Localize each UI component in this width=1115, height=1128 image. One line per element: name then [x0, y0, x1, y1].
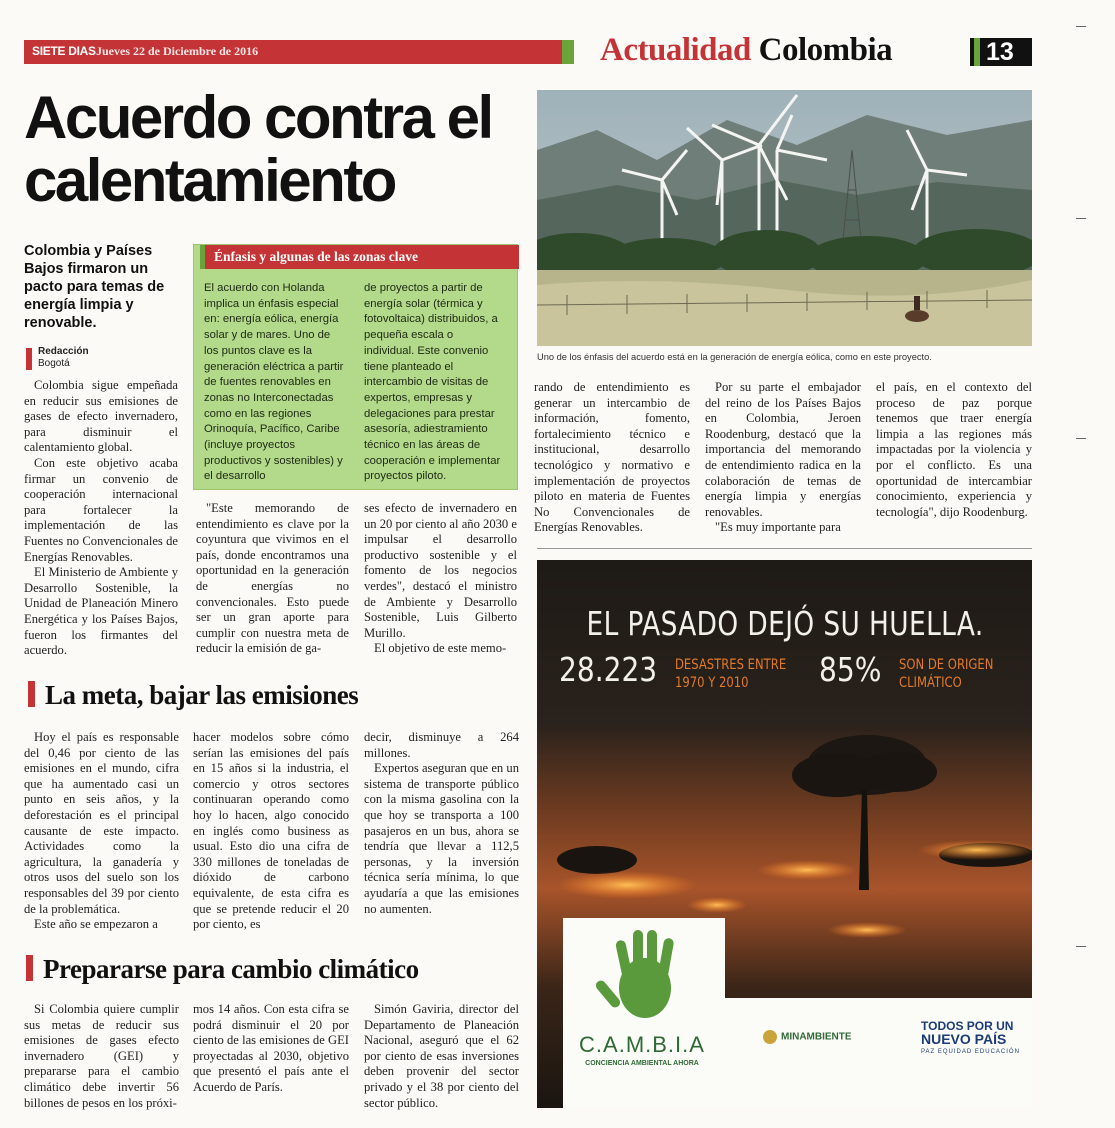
paragraph: El objetivo de este memo-: [374, 641, 507, 656]
ministry-seal-icon: [763, 1030, 777, 1044]
section-heading-text: Prepararse para cambio climático: [43, 954, 419, 984]
header-accent: [562, 40, 574, 64]
scan-tick: [1076, 26, 1086, 27]
meta-column-1: [24, 730, 179, 933]
scan-tick: [1076, 438, 1086, 439]
government-logo: [921, 1020, 1031, 1059]
cambia-advertisement: [537, 560, 1032, 1108]
paragraph: Si Colombia quiere cumplir sus metas de reducir sus emisiones de gases efecto invernadero (GEI) y prepararse para el cambio climático debe invertir 56 billones de pesos en los próxi-: [24, 1002, 179, 1110]
heading-accent: [28, 681, 35, 707]
handprint-icon: [563, 918, 725, 1028]
page-number-accent: [974, 38, 980, 66]
sidebar-text-right: de proyectos a partir de energía solar (térmica y fotovoltaica) distribuidos, a pequeña escala o individual. Este convenio tiene planteado el intercambio de visitas de expertos, empresas y delegaciones para prestar asesoría, adiestramiento técnico en las áreas de cooperación e implementar proyectos piloto.: [364, 282, 501, 483]
sidebar-title-bar: [200, 245, 519, 269]
sidebar-title-accent: [200, 245, 205, 269]
meta-column-2: [193, 730, 349, 933]
paragraph: Expertos aseguran que en un sistema de transporte público con la misma gasolina con la que hoy se transporta a 100 pasajeros en un bus, ahora se tendría que llevar a 112,5 personas, y la inversión técnica sería mínima, lo que ayudaría a que las emisiones no aumenten.: [364, 761, 519, 916]
byline-place: Bogotá: [38, 358, 70, 369]
paragraph: mos 14 años. Con esta cifra se podrá disminuir el 20 por ciento de las emisiones de GEI proyectadas al 2030, objetivo que presentó el país ante el Acuerdo de París.: [193, 1002, 349, 1094]
ad-headline: EL PASADO DEJÓ SU HUELLA.: [586, 604, 984, 643]
prep-column-1: [24, 1002, 179, 1111]
paragraph: el país, en el contexto del proceso de paz porque tenemos que traer energía limpia a las regiones más impactadas por la violencia y por el conflicto. Es una oportunidad de intercambiar conocimiento, experiencia y tecnología", dijo Roodenburg.: [876, 380, 1032, 519]
ad-stat-disasters-value: 28.223: [559, 650, 658, 689]
prep-column-2: [193, 1002, 349, 1096]
separator-line: [537, 548, 1032, 549]
prep-column-3: [364, 1002, 519, 1111]
header-bar: [24, 40, 572, 64]
wind-farm-image: [537, 90, 1032, 346]
photo-caption: Uno de los énfasis del acuerdo está en la generación de energía eólica, como en este proyecto.: [537, 352, 932, 362]
paragraph: rando de entendimiento es generar un intercambio de información, fomento, fortalecimiento técnico e institucional, desarrollo tecnológico y normativo e implementación de proyectos piloto en materia de Fuentes No Convencionales de Energías Renovables.: [534, 380, 690, 535]
section-heading-prep: [26, 954, 419, 985]
gov-logo-line2: NUEVO PAÍS: [921, 1031, 1007, 1047]
article-subheadline: Colombia y Países Bajos firmaron un pacto para temas de energía limpia y renovable.: [24, 243, 165, 331]
ad-brand-tagline: CONCIENCIA AMBIENTAL AHORA: [585, 1060, 699, 1067]
section-heading-text: La meta, bajar las emisiones: [45, 680, 359, 710]
article-column-2: [196, 501, 349, 657]
sidebar-text-left: El acuerdo con Holanda implica un énfasis especial en: energía eólica, energía solar y de mares. Uno de los puntos clave es la generación eléctrica a partir de fuentes renovables en zonas no Interconectadas como en las regiones Orinoquía, Pacífico, Caribe (incluye proyectos productivos y sostenibles) y el desarrollo: [204, 282, 344, 483]
ad-stat-disasters-label: DESASTRES ENTRE 1970 Y 2010: [675, 657, 787, 691]
article-headline: Acuerdo contra el calentamiento: [24, 84, 492, 214]
paragraph: Hoy el país es responsable del 0,46 por ciento de las emisiones en el mundo, cifra que ha aumentado casi un punto en seis años, y la deforestación es el principal causante de este impacto. Actividades como la agricultura, la ganadería y otros usos del suelo son los responsables del 39 por ciento de la problemática.: [24, 730, 179, 916]
paragraph: decir, disminuye a 264 millones.: [364, 730, 519, 760]
paragraph: Con este objetivo acaba firmar un convenio de cooperación internacional para fortalecer la implementación de las Fuentes no Convencionales de Energías Renovables.: [24, 455, 178, 564]
paragraph: Por su parte el embajador del reino de los Países Bajos en Colombia, Jeroen Roodenburg, destacó que la importancia del memorando de entendimiento radica en la colaboración de temas de energía limpia y energías renovables.: [705, 380, 861, 519]
ad-logo-panel: [563, 918, 725, 1108]
section-title-red: Actualidad: [600, 32, 751, 68]
scan-tick: [1076, 946, 1086, 947]
key-zones-sidebar: [193, 244, 518, 490]
sidebar-title: Énfasis y algunas de las zonas clave: [214, 249, 419, 264]
byline-name: Redacción: [38, 346, 89, 357]
wind-farm-photo: [537, 90, 1032, 346]
paragraph: ses efecto de invernadero en un 20 por ciento al año 2030 e impulsar el desarrollo productivo sostenible y el fomento de los negocios verdes", destacó el ministro de Ambiente y Desarrollo Sostenible, Luis Gilberto Murillo.: [364, 501, 517, 640]
ad-stat-climatic-label: SON DE ORIGEN CLIMÁTICO: [899, 657, 994, 691]
gov-logo-line3: PAZ EQUIDAD EDUCACIÓN: [921, 1049, 1020, 1055]
meta-column-3: [364, 730, 519, 917]
paragraph: "Es muy importante para: [715, 520, 841, 535]
ad-brand: C.A.M.B.I.A: [579, 1032, 705, 1057]
ministry-name: MINAMBIENTE: [781, 1031, 852, 1043]
article-column-1: [24, 378, 178, 659]
issue-date: Jueves 22 de Diciembre de 2016: [96, 44, 259, 58]
paragraph: Simón Gaviria, director del Departamento de Planeación Nacional, aseguró que el 62 por ciento de esas inversiones deben provenir del sector privado y el 38 por ciento del sector público.: [364, 1002, 519, 1110]
gov-logo-line1: TODOS POR UN: [921, 1019, 1014, 1033]
section-title-black: Colombia: [758, 32, 893, 68]
paragraph: "Este memorando de entendimiento es clave por la coyuntura que vivimos en el país, donde encontramos una oportunidad en la generación de energías no convencionales. Esto puede ser un gran aporte para cumplir con nuestra meta de reducir la emisión de ga-: [196, 501, 349, 656]
section-title: [600, 32, 892, 69]
article-column-5: [705, 380, 861, 536]
paragraph: hacer modelos sobre cómo serían las emisiones del país en 15 años si la industria, el comercio y otros sectores continuaran operando como hoy lo hacen, algo conocido en inglés como business as usual. Esto dio una cifra de 330 millones de toneladas de dióxido de carbono equivalente, de esta cifra es que se pretende reducir el 20 por ciento, es: [193, 730, 349, 932]
article-column-4: [534, 380, 690, 536]
ministry-logo: [763, 1030, 863, 1044]
page-number: 13: [986, 38, 1014, 66]
article-column-3: [364, 501, 517, 657]
article-column-6: [876, 380, 1032, 520]
heading-accent: [26, 955, 33, 981]
publication-brand: SIETE DIAS: [32, 44, 96, 58]
section-heading-meta: [28, 680, 358, 711]
paragraph: Este año se empezaron a: [34, 917, 158, 932]
byline-accent: [26, 348, 32, 370]
paragraph: El Ministerio de Ambiente y Desarrollo Sostenible, la Unidad de Planeación Minero Energética y los Países Bajos, fueron los firmantes del acuerdo.: [24, 565, 178, 658]
scan-tick: [1076, 218, 1086, 219]
ad-stat-climatic-value: 85%: [819, 650, 882, 689]
page-number-box: [970, 38, 1032, 66]
paragraph: Colombia sigue empeñada en reducir sus emisiones de gases de efecto invernadero, para disminuir el calentamiento global.: [24, 378, 178, 455]
